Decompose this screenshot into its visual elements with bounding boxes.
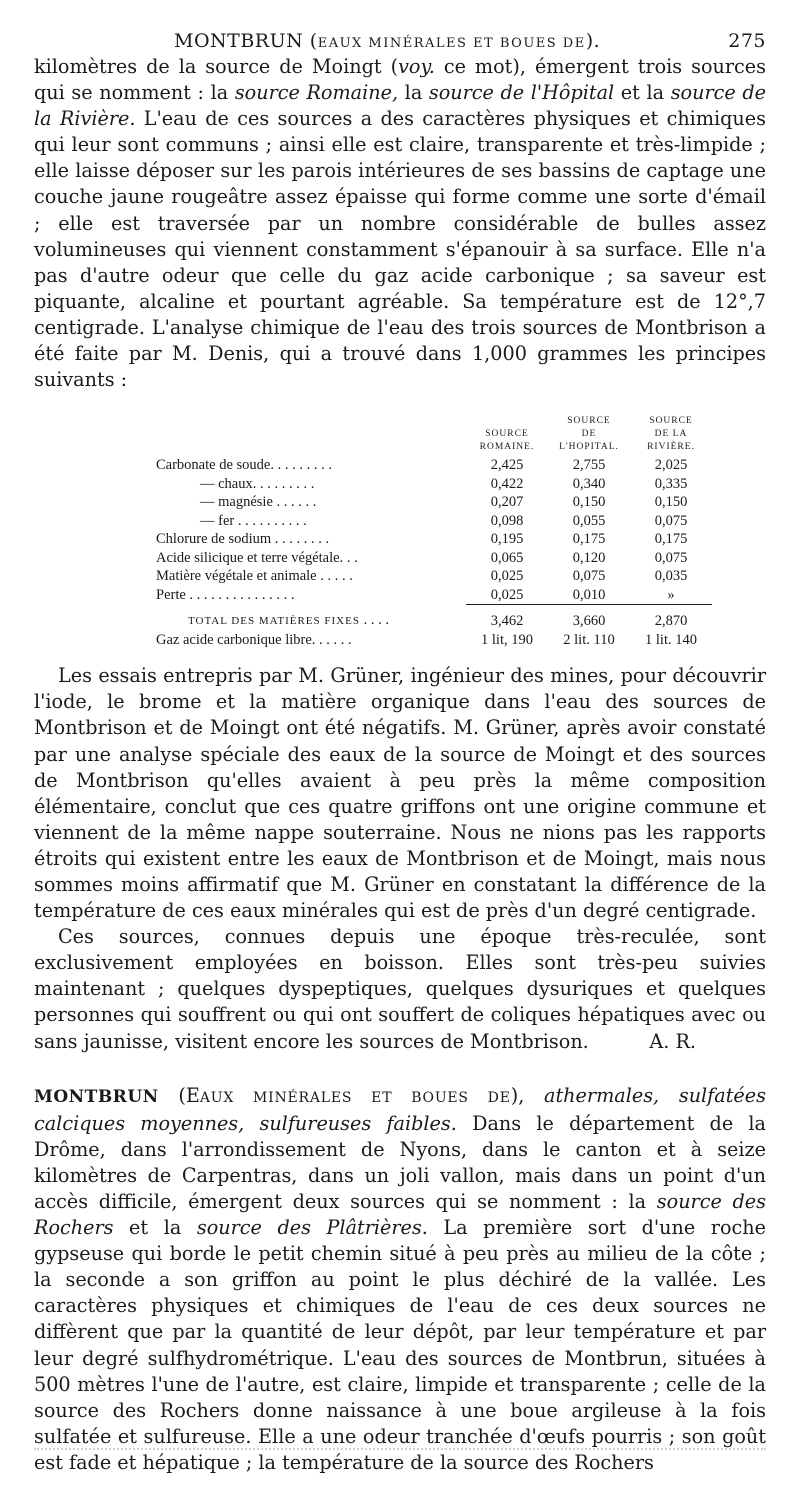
entry-smallcaps: AUX MINÉRALES ET BOUES DE: [199, 1089, 511, 1106]
total-label: [152, 611, 466, 631]
table-row: [152, 530, 712, 549]
cell-hopital: 0,055: [572, 512, 606, 529]
hdr-hopital-l2: DE: [581, 429, 597, 440]
paragraph-usage: [34, 924, 766, 1054]
cell-riviere: 0,335: [654, 475, 688, 492]
table-gas-row: [152, 631, 712, 650]
cell-romaine: 0,098: [490, 512, 524, 529]
hdr-riviere-l2: DE LA: [654, 429, 688, 440]
table-header-riviere: [630, 415, 712, 456]
table-row: [152, 549, 712, 568]
cell-romaine: 0,025: [490, 568, 524, 585]
cell-hopital: 0,340: [572, 475, 606, 492]
total-hopital: 3,660: [572, 612, 606, 629]
row-label: Perte . . . . . . . . . . . . . . .: [156, 586, 295, 603]
row-label: Acide silicique et terre végétale. . .: [156, 549, 358, 566]
head-title-open: (: [303, 30, 318, 52]
section-gap: [34, 1055, 766, 1083]
table-total-row: [152, 611, 712, 631]
running-head-title: [174, 30, 600, 52]
entry-close: ),: [510, 1083, 545, 1107]
cell-romaine: 2,425: [490, 457, 524, 474]
book-page: [34, 28, 766, 1476]
row-label: Carbonate de soude. . . . . . . . .: [156, 457, 332, 474]
cell-hopital: 0,075: [572, 568, 606, 585]
row-label: — magnésie . . . . . .: [200, 494, 317, 511]
paragraph-gruner-tests: Les essais entrepris par M. Grüner, ingénieur des mines, pour découvrir l'iode, le brome et la matière organique dans l'eau des sources de Montbrison et de Moingt ont été négatifs. M. Grüner, après avoir constaté par une analyse spéciale des eaux de la source de Moingt et des sources de Montbrison qu'elles avaient à peu près la même composition élémentaire, conclut que ces quatre griffons ont une origine commune et viennent de la même nappe souterraine. Nous ne nions pas les rapports étroits qui existent entre les eaux de Montbrison et de Moingt, mais nous sommes moins affirmatif que M. Grüner en constatant la différence de la température de ces eaux minérales qui est de près d'un degré centigrade.: [34, 664, 766, 923]
cell-riviere: 2,025: [654, 457, 688, 474]
cell-romaine: 0,195: [490, 531, 524, 548]
table-row: [152, 456, 712, 475]
row-label: — fer . . . . . . . . . .: [200, 512, 307, 529]
cell-riviere: 0,035: [654, 568, 688, 585]
bottom-speckle-line: [34, 1440, 766, 1450]
p1-italic-voy: voy.: [398, 55, 435, 78]
entry-italic-source-rochers: source des Rochers: [34, 1190, 766, 1240]
row-label: — chaux. . . . . . . . .: [200, 475, 315, 492]
hdr-hopital-l1: SOURCE: [567, 416, 611, 427]
author-signature: A. R.: [649, 1029, 696, 1053]
table-row: [152, 567, 712, 586]
entry-italic-classification: athermales, sulfatées calciques moyennes, sulfureuses faibles.: [34, 1083, 766, 1135]
entry-text-2: et la: [113, 1216, 197, 1240]
table-header-row: [152, 415, 712, 456]
cell-hopital: 0,010: [572, 586, 606, 603]
p1-text-4: et la: [614, 81, 671, 105]
entry-italic-source-platrieres: source des Plâtrières.: [196, 1216, 428, 1240]
table-header-label: [152, 415, 466, 456]
entry-open: (E: [158, 1083, 200, 1107]
entry-headword: MONTBRUN: [34, 1086, 159, 1107]
entry-text-1: Dans le département de la Drôme, dans l'arrondissement de Nyons, dans le canton et à seize kilomètres de Carpentras, dans un joli vallon, mais dans un point d'un accès difficile, émergent deux sources qui se nomment : la: [34, 1111, 766, 1213]
running-head: [34, 28, 766, 54]
page-number: 275: [728, 30, 766, 52]
entry-montbrun: [34, 1083, 766, 1476]
chemical-analysis-table: [152, 415, 712, 649]
cell-romaine: 0,025: [490, 586, 524, 603]
gas-hopital: 2 lit. 110: [563, 631, 615, 648]
table-row: [152, 475, 712, 494]
cell-hopital: 0,150: [572, 494, 606, 511]
table-row: [152, 512, 712, 531]
cell-romaine: 0,207: [490, 494, 524, 511]
p1-text-3: la: [398, 81, 429, 105]
total-riviere: 2,870: [654, 612, 688, 629]
p1-text-2: ce mot), émergent trois sources qui se nomment : la: [34, 55, 766, 105]
cell-riviere: 0,175: [654, 531, 688, 548]
table-row: [152, 586, 712, 605]
p1-italic-source-romaine: source Romaine,: [234, 81, 399, 105]
gas-label: Gaz acide carbonique libre. . . . . .: [156, 631, 352, 648]
hdr-riviere-l1: SOURCE: [649, 416, 693, 427]
cell-hopital: 0,120: [572, 549, 606, 566]
cell-riviere: 0,075: [654, 549, 688, 566]
head-title-main: MONTBRUN: [174, 30, 304, 52]
cell-riviere: 0,150: [654, 494, 688, 511]
cell-romaine: 0,065: [490, 549, 524, 566]
gas-romaine: 1 lit, 190: [481, 631, 533, 648]
hdr-romaine-l3: ROMAINE.: [479, 442, 535, 453]
head-title-close: ).: [585, 30, 601, 52]
table-row: [152, 493, 712, 512]
p1-text-1: kilomètres de la source de Moingt (: [34, 55, 399, 78]
paragraph-montbrison-sources: [34, 54, 766, 393]
p1-italic-source-riviere: source de la Rivière.: [34, 81, 766, 131]
total-label-smallcaps: TOTAL DES MATIÈRES FIXES: [188, 615, 360, 628]
row-label: Matière végétale et animale . . . . .: [156, 568, 353, 585]
row-label: Chlorure de sodium . . . . . . . .: [156, 531, 330, 548]
hdr-hopital-l3: L'HOPITAL.: [559, 442, 619, 453]
gas-riviere: 1 lit. 140: [645, 631, 697, 648]
head-title-smallcaps: EAUX MINÉRALES ET BOUES DE: [317, 36, 586, 51]
table-header-romaine: [466, 415, 548, 456]
total-label-dots: . . . .: [359, 612, 389, 629]
cell-hopital: 0,175: [572, 531, 606, 548]
p1-italic-source-hopital: source de l'Hôpital: [428, 81, 615, 105]
cell-hopital: 2,755: [572, 457, 606, 474]
entry-text-3: La première sort d'une roche gypseuse qui borde le petit chemin situé à peu près au milieu de la côte ; la seconde a son griffon au point le plus déchiré de la vallée. Les caractères physiques et chimiques de l'eau de ces deux sources ne diffèrent que par la quantité de leur dépôt, par leur température et par leur degré sulfhydrométrique. L'eau des sources de Montbrun, situées à 500 mètres l'une de l'autre, est claire, limpide et transparente ; celle de la source des Rochers donne naissance à une boue argileuse à la fois sulfatée et sulfureuse. Elle a une odeur tranchée d'œufs pourris ; son goût est fade et hépatique ; la température de la source des Rochers: [34, 1216, 766, 1474]
cell-riviere: »: [667, 586, 675, 603]
total-romaine: 3,462: [490, 612, 524, 629]
hdr-romaine-l2: SOURCE: [485, 429, 529, 440]
table-header-hopital: [548, 415, 630, 456]
p3-text: Ces sources, connues depuis une époque très-reculée, sont exclusivement employées en boisson. Elles sont très-peu suivies maintenant ; quelques dyspeptiques, quelques dysuriques et quelques personnes qui souffrent ou qui ont souffert de coliques hépatiques avec ou sans jaunisse, visitent encore les sources de Montbrison.: [34, 925, 766, 1053]
hdr-riviere-l3: RIVIÈRE.: [647, 442, 695, 453]
cell-romaine: 0,422: [490, 475, 524, 492]
p1-text-5: L'eau de ces sources a des caractères physiques et chimiques qui leur sont communs ; ainsi elle est claire, transparente et très-limpide ; elle laisse déposer sur les parois intérieures de ses bassins de captage une couche jaune rougeâtre assez épaisse qui forme comme une sorte d'émail ; elle est traversée par un nombre considérable de bulles assez volumineuses qui viennent constamment s'épanouir à sa surface. Elle n'a pas d'autre odeur que celle du gaz acide carbonique ; sa saveur est piquante, alcaline et pourtant agréable. Sa température est de 12°,7 centigrade. L'analyse chimique de l'eau des trois sources de Montbrison a été faite par M. Denis, qui a trouvé dans 1,000 grammes les principes suivants :: [34, 107, 766, 392]
cell-riviere: 0,075: [654, 512, 688, 529]
